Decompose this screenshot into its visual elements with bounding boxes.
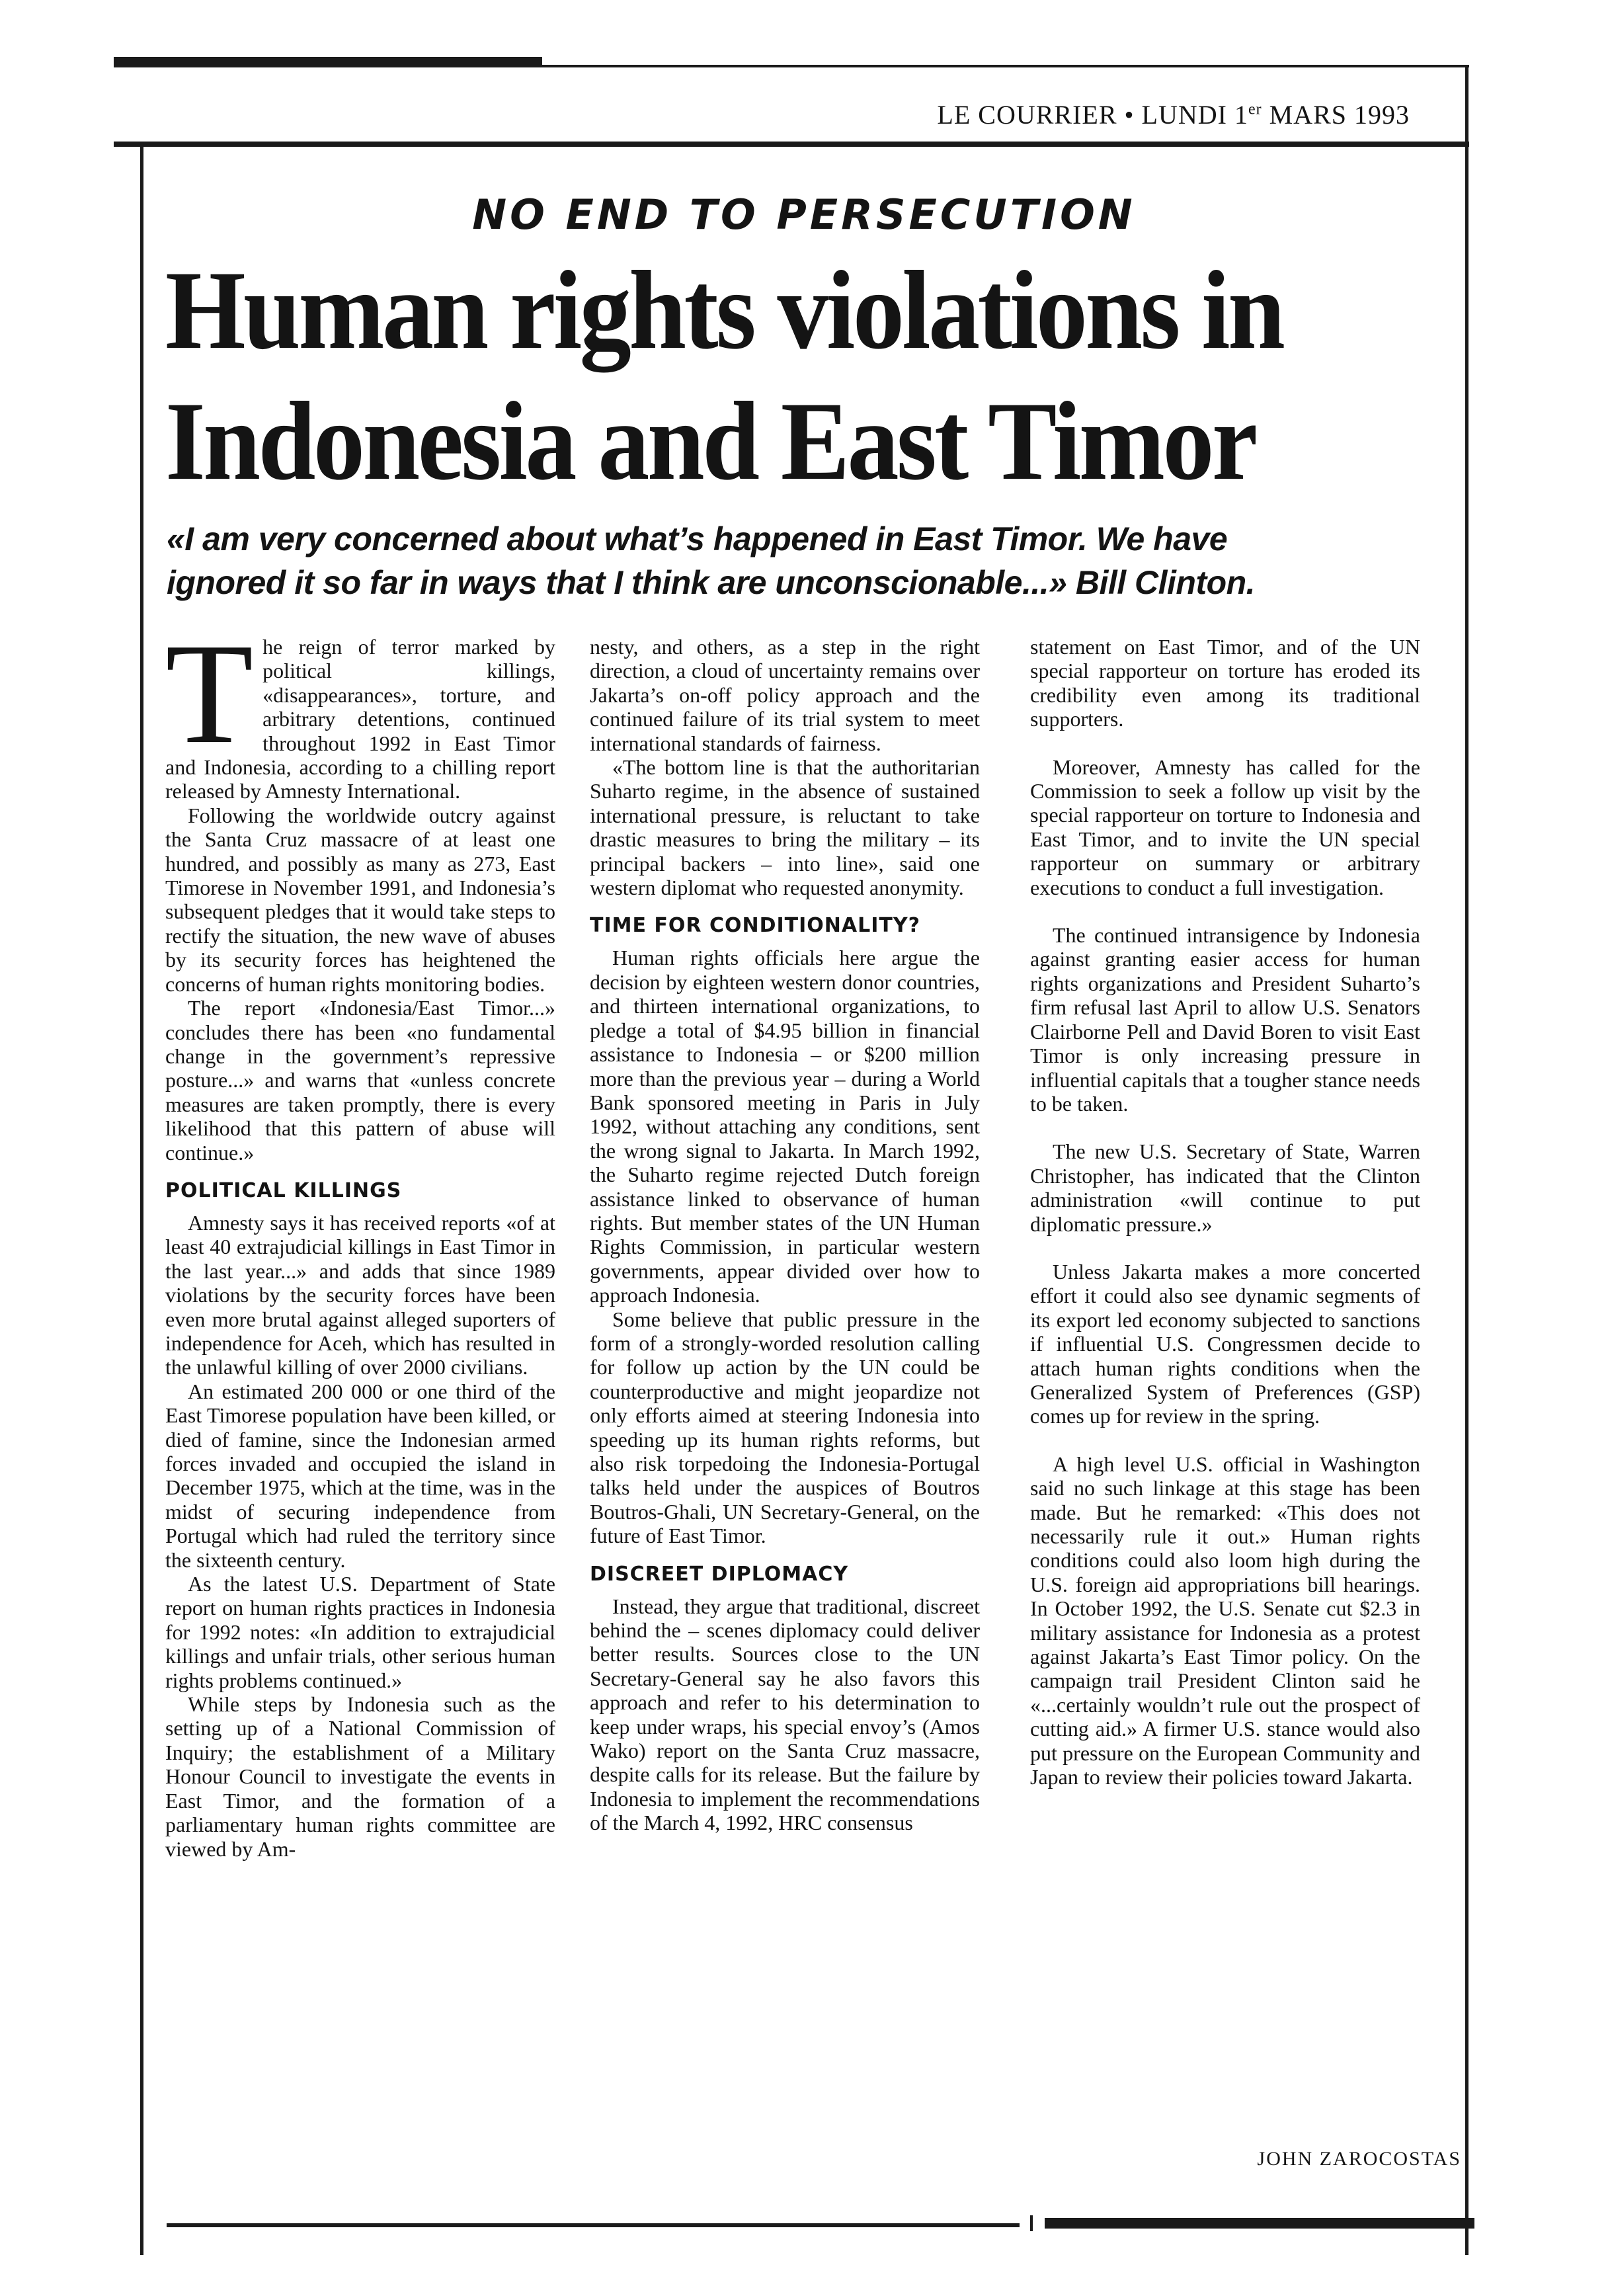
- paragraph-11-continued: statement on East Timor, and of the UN special rapporteur on torture has eroded its credibility even among its traditional supporters.: [1030, 635, 1420, 731]
- left-border-rule: [140, 147, 143, 2255]
- paragraph-2: Following the worldwide outcry against the Santa Cruz massacre of at least one hundred, and possibly as many as 273, East Timorese in November 1991, and Indonesia’s subsequent pledges that it would take steps to rectify the situation, the new wave of abuses by its security forces has heightened the concerns of human rights monitoring bodies.: [165, 803, 555, 996]
- drop-cap: T: [165, 614, 254, 774]
- running-head: [937, 99, 1410, 130]
- paragraph-6: As the latest U.S. Department of State report on human rights practices in Indonesia for 1992 notes: «In addition to extrajudicial killings and unfair trials, other serious human rights problems continued.»: [165, 1572, 555, 1692]
- paragraph-16: A high level U.S. official in Washington said no such linkage at this stage has been made. But he remarked: «This does not necessarily rule it out.» Human rights conditions could also loom high during the U.S. foreign aid appropriations bill hearings. In October 1992, the U.S. Senate cut $2.3 in military assistance for Indonesia as a protest against Jakarta’s East Timor policy. On the campaign trail President Clinton said he «...certainly wouldn’t rule out the prospect of cutting aid.» A firmer U.S. stance would also put pressure on the European Community and Japan to review their policies toward Jakarta.: [1030, 1452, 1420, 1789]
- top-thin-rule: [114, 65, 1469, 67]
- issue-day-sup: er: [1248, 101, 1262, 118]
- footer-rule-left: [167, 2223, 1020, 2227]
- kicker: NO END TO PERSECUTION: [472, 190, 1136, 239]
- subhead-conditionality: TIME FOR CONDITIONALITY?: [590, 914, 920, 938]
- paragraph-10: Some believe that public pressure in the form of a strongly-worded resolution calling for follow up action by the UN could be counterproductive and might jeopardize not only efforts aimed at steering Indonesia into speeding up its human rights reforms, but also risk torpedoing the Indonesia-Portugal talks held under the auspices of Boutros Boutros-Ghali, UN Secretary-General, on the future of East Timor.: [590, 1307, 980, 1548]
- headline: [165, 245, 1333, 507]
- pull-quote-line-2: ignored it so far in ways that I think are unconscionable...» Bill Clinton.: [167, 564, 1256, 601]
- paragraph-15: Unless Jakarta makes a more concerted effort it could also see dynamic segments of its export led economy subjected to sanctions if influential U.S. Congressmen decide to attach human rights conditions when the Generalized System of Preferences (GSP) comes up for review in the spring.: [1030, 1259, 1420, 1428]
- paragraph-13: The continued intransigence by Indonesia against granting easier access for human rights organizations and President Suharto’s firm refusal last April to allow U.S. Senators Clairborne Pell and David Boren to visit East Timor is only increasing pressure in influential capitals that a tougher stance needs to be taken.: [1030, 923, 1420, 1116]
- footer-rule-right: [1045, 2218, 1474, 2229]
- subhead-discreet-diplomacy: DISCREET DIPLOMACY: [590, 1562, 849, 1586]
- paragraph-5: An estimated 200 000 or one third of the East Timorese population have been killed, or died of famine, since the Indonesian armed forces invaded and occupied the island in December 1975, which at the time, was in the midst of securing independence from Portugal which had ruled the territory since the sixteenth century.: [165, 1379, 555, 1572]
- column-1: [165, 614, 555, 1861]
- paragraph-7-continued: nesty, and others, as a step in the right direction, a cloud of uncertainty remains over Jakarta’s on-off policy approach and the continued failure of its trial system to meet international standards of fairness.: [590, 635, 980, 755]
- header-rule: [114, 142, 1469, 147]
- column-3: [1030, 635, 1420, 1789]
- paragraph-9: Human rights officials here argue the decision by eighteen western donor countries, and thirteen international organizations, to pledge a total of $4.95 billion in financial assistance to Indonesia – or $200 million more than the previous year – during a World Bank sponsored meeting in Paris in July 1992, without attaching any conditions, sent the wrong signal to Jakarta. In March 1992, the Suharto regime rejected Dutch foreign assistance linked to observance of human rights. But member states of the UN Human Rights Commission, in particular western governments, appear divided over how to approach Indonesia.: [590, 946, 980, 1307]
- footer-tick: [1030, 2215, 1033, 2231]
- pull-quote: [167, 517, 1423, 604]
- subhead-political-killings: POLITICAL KILLINGS: [165, 1178, 402, 1202]
- column-2: [590, 635, 980, 1835]
- paragraph-14: The new U.S. Secretary of State, Warren Christopher, has indicated that the Clinton administration «will continue to put diplomatic pressure.»: [1030, 1139, 1420, 1236]
- paragraph-11: Instead, they argue that traditional, discreet behind the – scenes diplomacy could deliver better results. Sources close to the UN Secretary-General say he also favors this approach and refer to his determination to keep under wraps, his special envoy’s (Amos Wako) report on the Santa Cruz massacre, despite calls for its release. But the failure by Indonesia to implement the recommendations of the March 4, 1992, HRC consensus: [590, 1594, 980, 1835]
- paragraph-7: While steps by Indonesia such as the setting up of a National Commission of Inquiry; the establishment of a Military Honour Council to investigate the events in East Timor, and the formation of a parliamentary human rights committee are viewed by Am-: [165, 1692, 555, 1861]
- pull-quote-line-1: «I am very concerned about what’s happened in East Timor. We have: [167, 520, 1228, 557]
- issue-month-year: MARS 1993: [1269, 100, 1410, 130]
- headline-line-1: Human rights violations in: [165, 248, 1283, 372]
- paragraph-8: «The bottom line is that the authoritarian Suharto regime, in the absence of sustained international pressure, is reluctant to take drastic measures to bring the military – its principal backers – into line», said one western diplomat who requested anonymity.: [590, 755, 980, 900]
- headline-line-2: Indonesia and East Timor: [165, 379, 1256, 503]
- opening-paragraph: [165, 614, 555, 803]
- paragraph-3: The report «Indonesia/East Timor...» concludes there has been «no fundamental change in the government’s repressive posture...» and warns that «unless concrete measures are taken promptly, there is every likelihood that this pattern of abuse will continue.»: [165, 996, 555, 1165]
- paragraph-12: Moreover, Amnesty has called for the Commission to seek a follow up visit by the special rapporteur on torture to Indonesia and East Timor, and to invite the UN special rapporteur on summary or arbitrary executions to conduct a full investigation.: [1030, 755, 1420, 899]
- byline: JOHN ZAROCOSTAS: [1257, 2148, 1461, 2170]
- publication-name: LE COURRIER: [937, 100, 1117, 130]
- separator-bullet: •: [1124, 100, 1135, 130]
- issue-day: LUNDI 1: [1141, 100, 1248, 130]
- paragraph-1-text: he reign of terror marked by political killings, «disappearances», torture, and arbitrary detentions, continued throughout 1992 in East Timor and Indonesia, according to a chilling report released by Amnesty International.: [165, 635, 555, 803]
- paragraph-4: Amnesty says it has received reports «of at least 40 extrajudicial killings in East Timor in the last year...» and adds that since 1989 violations by the security forces have been even more brutal against alleged suporters of independence for Aceh, which has resulted in the unlawful killing of over 2000 civilians.: [165, 1210, 555, 1379]
- right-border-rule: [1465, 65, 1468, 2255]
